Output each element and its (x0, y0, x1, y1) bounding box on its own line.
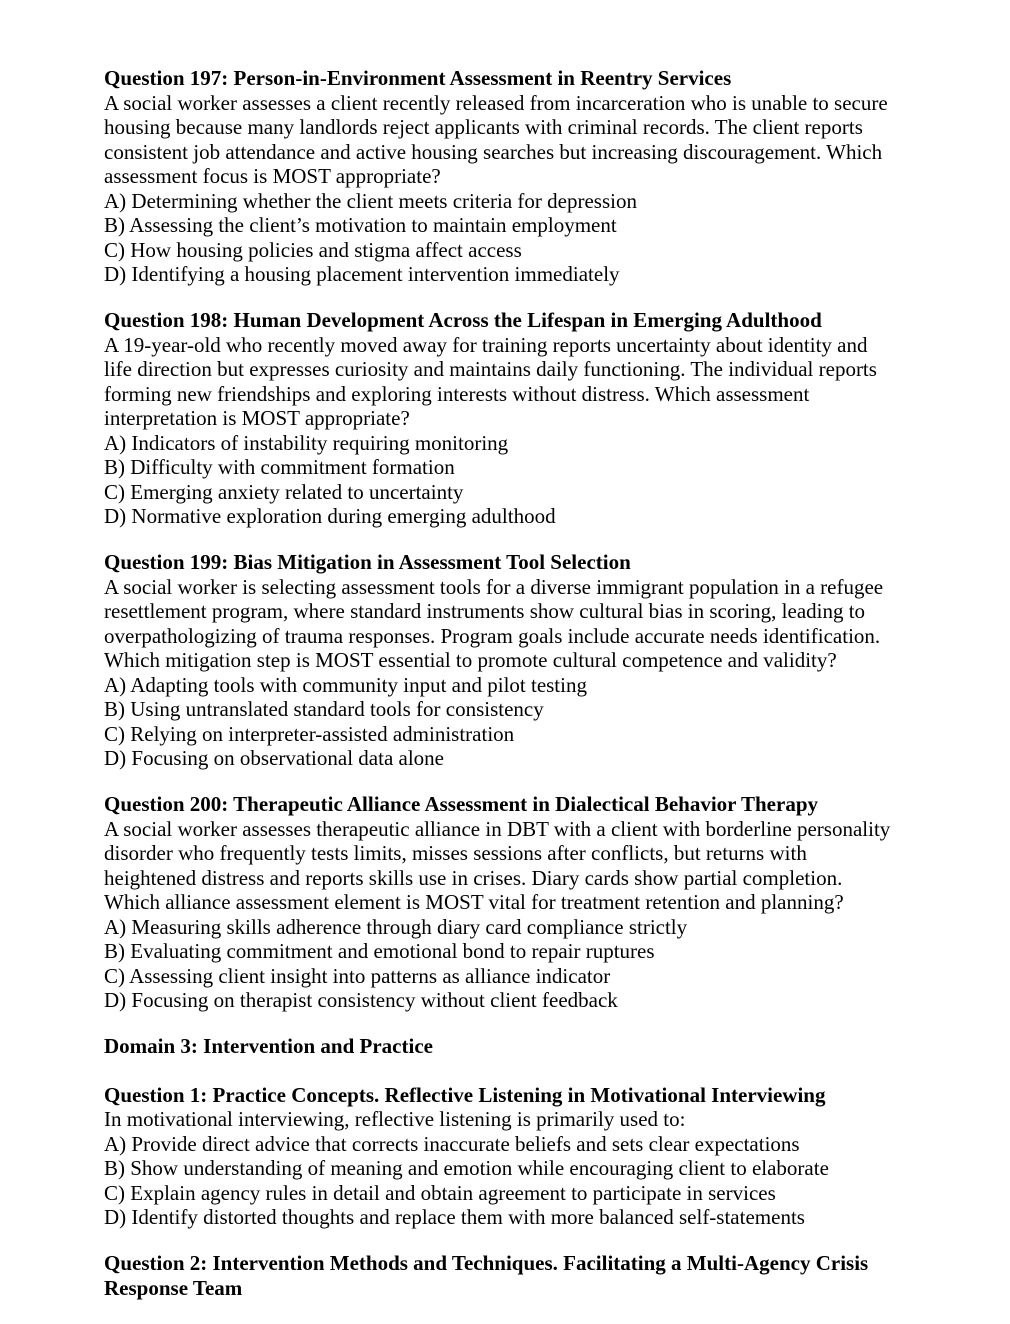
answer-option-a: A) Determining whether the client meets criteria for depression (104, 188, 637, 213)
question-title: Question 1: Practice Concepts. Reflective Listening in Motivational Interviewing (104, 1082, 826, 1107)
answer-option-a: A) Measuring skills adherence through diary card compliance strictly (104, 914, 688, 939)
answer-option-b: B) Evaluating commitment and emotional bond to repair ruptures (104, 939, 655, 963)
question-stem-line: A social worker assesses a client recently released from incarceration who is unable to secure (104, 90, 888, 115)
document-page (104, 66, 914, 1300)
domain-heading: Domain 3: Intervention and Practice (104, 1034, 433, 1058)
answer-option-a: A) Indicators of instability requiring monitoring (104, 430, 509, 455)
question-stem-line: overpathologizing of trauma responses. Program goals include accurate needs identification. (104, 623, 881, 648)
question-198 (104, 308, 914, 529)
question-stem-line: life direction but expresses curiosity and maintains daily functioning. The individual reports (104, 357, 877, 381)
question-stem-line: disorder who frequently tests limits, misses sessions after conflicts, but returns with (104, 841, 807, 865)
question-stem-line: consistent job attendance and active housing searches but increasing discouragement. Which (104, 139, 883, 164)
question-199 (104, 550, 914, 771)
answer-option-d: D) Identifying a housing placement intervention immediately (104, 262, 620, 286)
question-title: Question 197: Person-in-Environment Assessment in Reentry Services (104, 66, 732, 90)
answer-option-c: C) How housing policies and stigma affect access (104, 237, 522, 262)
answer-option-c: C) Emerging anxiety related to uncertainty (104, 479, 464, 504)
question-stem-line: forming new friendships and exploring interests without distress. Which assessment (104, 381, 810, 406)
answer-option-c: C) Explain agency rules in detail and obtain agreement to participate in services (104, 1180, 776, 1205)
answer-option-b: B) Difficulty with commitment formation (104, 455, 455, 479)
question-title: Response Team (104, 1275, 243, 1300)
question-title: Question 2: Intervention Methods and Techniques. Facilitating a Multi-Agency Crisis (104, 1251, 869, 1275)
answer-option-a: A) Provide direct advice that corrects inaccurate beliefs and sets clear expectations (104, 1131, 800, 1156)
question-stem-line: A social worker assesses therapeutic alliance in DBT with a client with borderline personality (104, 816, 891, 841)
answer-option-a: A) Adapting tools with community input and pilot testing (104, 672, 587, 697)
question-stem-line: In motivational interviewing, reflective listening is primarily used to: (104, 1107, 686, 1131)
question-197 (104, 66, 914, 287)
question-stem-line: A social worker is selecting assessment tools for a diverse immigrant population in a refugee (104, 574, 884, 599)
answer-option-b: B) Show understanding of meaning and emotion while encouraging client to elaborate (104, 1156, 829, 1180)
question-stem-line: A 19-year-old who recently moved away for training reports uncertainty about identity and (104, 332, 868, 357)
question-stem-line: Which mitigation step is MOST essential to promote cultural competence and validity? (104, 648, 837, 672)
question-stem-line: resettlement program, where standard instruments show cultural bias in scoring, leading to (104, 599, 866, 623)
answer-option-d: D) Normative exploration during emerging adulthood (104, 504, 556, 528)
domain-question-2 (104, 1251, 914, 1300)
question-stem-line: housing because many landlords reject applicants with criminal records. The client reports (104, 115, 863, 139)
question-title: Question 198: Human Development Across the Lifespan in Emerging Adulthood (104, 308, 822, 332)
question-stem-line: assessment focus is MOST appropriate? (104, 164, 441, 188)
answer-option-b: B) Assessing the client’s motivation to maintain employment (104, 213, 617, 237)
answer-option-d: D) Focusing on therapist consistency without client feedback (104, 988, 618, 1012)
question-title: Question 199: Bias Mitigation in Assessment Tool Selection (104, 550, 631, 574)
domain-question-1 (104, 1083, 914, 1230)
question-stem-line: Which alliance assessment element is MOST vital for treatment retention and planning? (104, 890, 844, 914)
answer-option-d: D) Identify distorted thoughts and replace them with more balanced self-statements (104, 1205, 805, 1229)
question-200 (104, 792, 914, 1013)
answer-option-b: B) Using untranslated standard tools for consistency (104, 697, 544, 721)
answer-option-d: D) Focusing on observational data alone (104, 746, 444, 770)
answer-option-c: C) Assessing client insight into patterns as alliance indicator (104, 963, 611, 988)
question-stem-line: interpretation is MOST appropriate? (104, 406, 410, 430)
answer-option-c: C) Relying on interpreter-assisted administration (104, 721, 515, 746)
question-title: Question 200: Therapeutic Alliance Assessment in Dialectical Behavior Therapy (104, 792, 818, 816)
question-stem-line: heightened distress and reports skills use in crises. Diary cards show partial completion. (104, 865, 843, 890)
